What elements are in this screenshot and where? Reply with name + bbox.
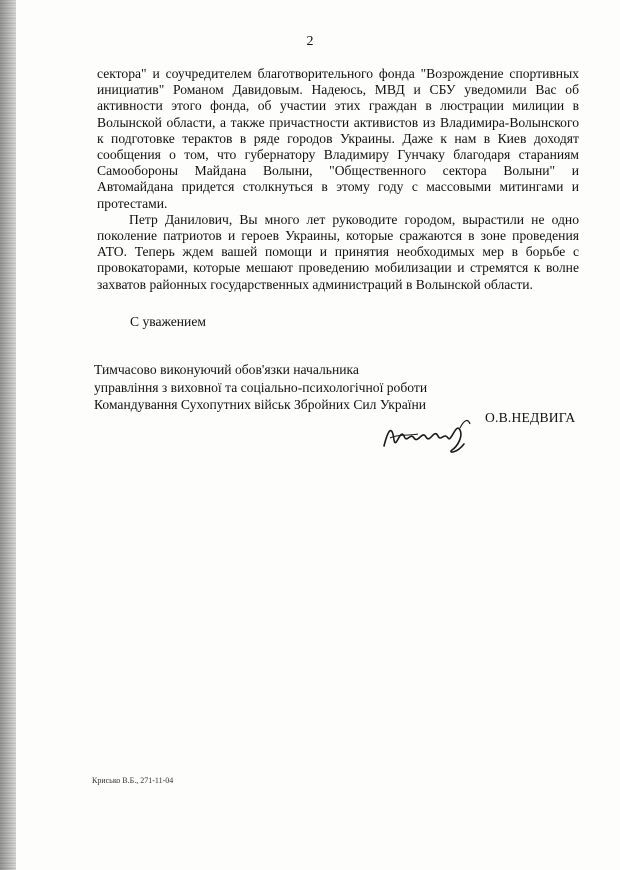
scan-edge-artifact	[0, 0, 16, 870]
closing-salutation: С уважением	[130, 314, 206, 329]
paragraph-1: сектора" и соучредителем благотворительного фонда "Возрождение спортивных инициатив" Романом Давидовым. Надеюсь, МВД и СБУ уведомили Вас об активности этого фонда, об участии этих граждан в люстрации милиции в Волынской области, а также причастности активистов из Владимира-Волынского к подготовке терактов в ряде городов Украины. Даже к нам в Киев доходят сообщения о том, что губернатору Владимиру Гунчаку благодаря стараниям Самообороны Майдана Волыни, "Общественного сектора Волыни" и Автомайдана придется столкнуться в этому году с массовыми митингами и протестами.	[97, 66, 579, 211]
signer-position	[94, 361, 454, 414]
paragraph-2: Петр Данилович, Вы много лет руководите городом, вырастили не одно поколение патриотов и героев Украины, которые сражаются в зоне проведения АТО. Теперь ждем вашей помощи и принятия необходимых мер в борьбе с провокаторами, которые мешают проведению мобилизации и стремятся к волне захватов районных государственных администраций в Волынской области.	[97, 211, 579, 292]
signer-name: О.В.НЕДВИГА	[485, 410, 576, 425]
handwritten-signature	[378, 410, 478, 460]
position-line-1: Тимчасово виконуючий обов'язки начальника	[94, 362, 359, 377]
position-line-2: управління з виховної та соціально-психологічної роботи	[94, 379, 428, 395]
executor-note: Крисько В.Б., 271-11-04	[92, 776, 174, 785]
position-line-3: Командування Сухопутних військ Збройних Сил України	[94, 397, 427, 412]
letter-body	[97, 66, 579, 293]
page-number: 2	[306, 34, 314, 49]
